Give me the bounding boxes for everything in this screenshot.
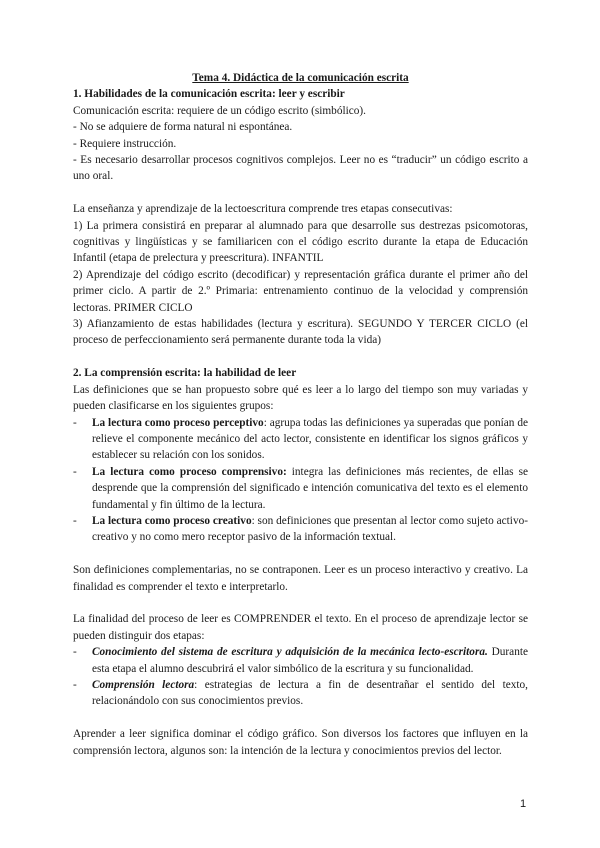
section-1-point: - Es necesario desarrollar procesos cognitivos complejos. Leer no es “traducir” un código escrito a uno oral. [73, 154, 528, 183]
group-text: : son definiciones que presentan al lector como sujeto activo-creativo y no como mero receptor pasivo de la información textual. [92, 514, 528, 544]
list-item [73, 677, 528, 710]
list-item [73, 513, 528, 546]
stage-item: 1) La primera consistirá en preparar al alumnado para que desarrolle sus destrezas psicomotoras, cognitivas y lingüísticas y se familiaricen con el código escrito durante la etapa de Educación Infantil (etapa de prelectura y preescritura). INFANTIL [73, 219, 528, 265]
group-term: La lectura como proceso perceptivo [92, 416, 264, 429]
section-1-point: - Requiere instrucción. [73, 137, 177, 150]
spacer [73, 185, 528, 201]
group-term: La lectura como proceso creativo [92, 514, 252, 527]
purpose-paragraph: La finalidad del proceso de leer es COMPRENDER el texto. En el proceso de aprendizaje lector se pueden distinguir dos etapas: [73, 613, 528, 642]
group-text: integra las definiciones más recientes, de ellas se desprende que la comprensión del significado e intención comunicativa del texto es el elemento fundamental y fin último de la lectura. [92, 465, 528, 511]
spacer [73, 546, 528, 562]
stage-text: : estrategias de lectura a fin de desentrañar el sentido del texto, relacionándolo con sus conocimientos previos. [92, 678, 528, 708]
learning-stages-list [73, 644, 528, 710]
document-page [73, 70, 528, 759]
section-1-heading: 1. Habilidades de la comunicación escrita: leer y escribir [73, 88, 345, 101]
stage-text: Durante esta etapa el alumno descubrirá el valor simbólico de la escritura y su funcionalidad. [92, 646, 528, 675]
page-number: 1 [520, 798, 527, 810]
stage-term: Conocimiento del sistema de escritura y adquisición de la mecánica lecto-escritora. [92, 646, 488, 659]
stages-intro: La enseñanza y aprendizaje de la lectoescritura comprende tres etapas consecutivas: [73, 203, 453, 216]
list-item [73, 644, 528, 677]
spacer [73, 595, 528, 611]
list-marker: - [73, 465, 77, 478]
closing-paragraph: Aprender a leer significa dominar el código gráfico. Son diversos los factores que influyen en la comprensión lectora, algunos son: la intención de la lectura y conocimientos previos del lector. [73, 728, 528, 757]
spacer [73, 710, 528, 726]
list-marker: - [73, 646, 77, 659]
group-term: La lectura como proceso comprensivo: [92, 465, 287, 478]
section-2-heading: 2. La comprensión escrita: la habilidad de leer [73, 367, 297, 380]
stage-item: 3) Afianzamiento de estas habilidades (lectura y escritura). SEGUNDO Y TERCER CICLO (el proceso de perfeccionamiento será permanente durante toda la vida) [73, 318, 528, 347]
list-marker: - [73, 678, 77, 691]
document-title: Tema 4. Didáctica de la comunicación escrita [192, 72, 409, 84]
section-1-point: - No se adquiere de forma natural ni espontánea. [73, 121, 293, 134]
list-marker: - [73, 514, 77, 527]
complementary-paragraph: Son definiciones complementarias, no se contraponen. Leer es un proceso interactivo y creativo. La finalidad es comprender el texto e interpretarlo. [73, 564, 528, 593]
stage-item: 2) Aprendizaje del código escrito (decodificar) y representación gráfica durante el primer año del primer ciclo. A partir de 2.º Primaria: entrenamiento continuo de la velocidad y comprensión lectoras. PRIMER CICLO [73, 268, 528, 314]
stage-term: Comprensión lectora [92, 678, 195, 691]
definition-groups-list [73, 415, 528, 546]
list-item [73, 415, 528, 464]
group-text: : agrupa todas las definiciones ya superadas que ponían de relieve el componente mecánico del acto lector, consistente en identificar los signos gráficos y establecer su relación con los sonidos. [92, 416, 528, 462]
section-1-intro: Comunicación escrita: requiere de un código escrito (simbólico). [73, 104, 366, 117]
list-item [73, 464, 528, 513]
section-2-intro: Las definiciones que se han propuesto sobre qué es leer a lo largo del tiempo son muy variadas y pueden clasificarse en los siguientes grupos: [73, 383, 528, 413]
spacer [73, 349, 528, 365]
list-marker: - [73, 416, 77, 429]
